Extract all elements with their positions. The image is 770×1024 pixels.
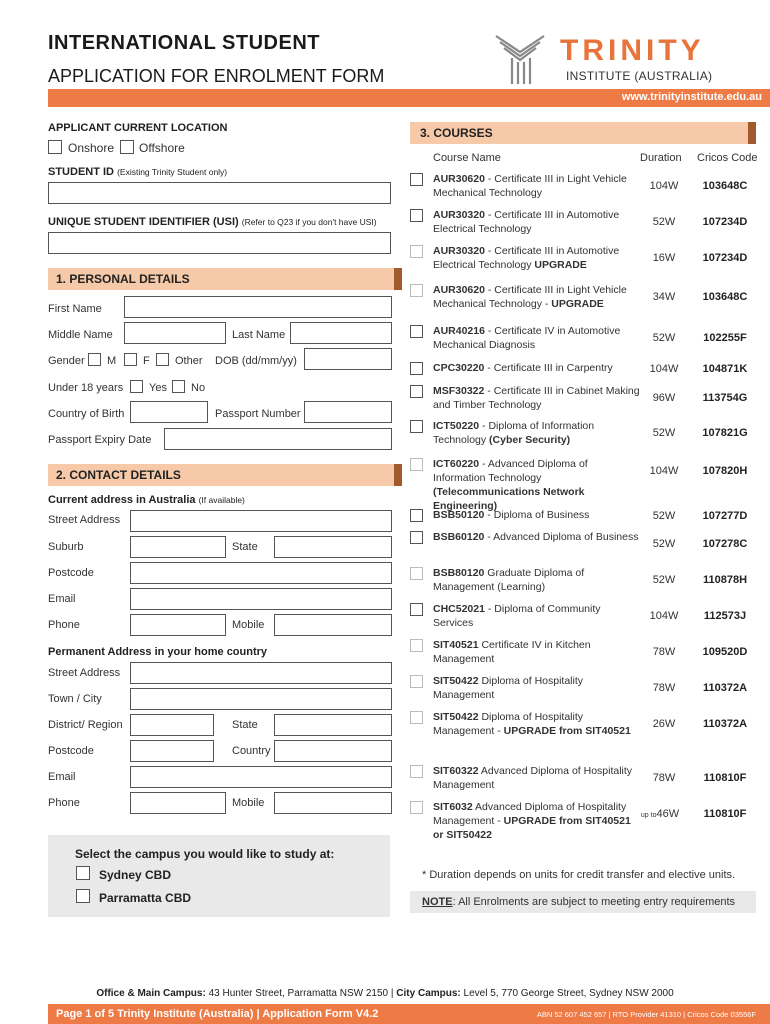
- duration-value: 52W: [652, 510, 676, 522]
- course-checkbox[interactable]: [410, 711, 423, 724]
- course-checkbox[interactable]: [410, 639, 423, 652]
- course-extra: UPGRADE: [551, 298, 604, 310]
- usi-label: UNIQUE STUDENT IDENTIFIER (USI) (Refer to Q23 if you don't have USI): [48, 216, 377, 228]
- current-postcode-input[interactable]: [130, 562, 392, 584]
- course-cricos-code: 102255F: [703, 332, 747, 344]
- course-title: [433, 324, 643, 352]
- course-checkbox[interactable]: [410, 420, 423, 433]
- course-cricos-code: 113754G: [702, 392, 748, 404]
- current-state-label: State: [232, 541, 258, 553]
- course-code: SIT50422: [433, 675, 479, 687]
- course-row: [410, 764, 760, 796]
- course-row: [410, 800, 760, 846]
- brand-subtitle: INSTITUTE (AUSTRALIA): [566, 69, 713, 83]
- duration-value: 34W: [652, 291, 676, 303]
- course-checkbox[interactable]: [410, 603, 423, 616]
- course-title: [433, 508, 643, 522]
- offshore-checkbox[interactable]: [120, 140, 134, 154]
- course-name: Certificate III in Automotive Electrical Technology: [433, 209, 620, 235]
- course-row: [410, 208, 760, 240]
- personal-details-header: 1. PERSONAL DETAILS: [48, 268, 402, 290]
- course-cricos-code: 107278C: [702, 538, 748, 550]
- course-separator: -: [484, 284, 495, 296]
- course-cricos-code: 107277D: [702, 510, 748, 522]
- current-postcode-label: Postcode: [48, 567, 94, 579]
- course-title: [433, 419, 643, 447]
- course-row: [410, 566, 760, 598]
- course-separator: -: [484, 173, 495, 185]
- course-name: Graduate Diploma of Management (Learning): [433, 567, 585, 593]
- course-name: Certificate III in Light Vehicle Mechanical Technology -: [433, 284, 627, 310]
- onshore-checkbox[interactable]: [48, 140, 62, 154]
- course-name: Certificate IV in Automotive Mechanical Diagnosis: [433, 325, 621, 351]
- sydney-cbd-label: Sydney CBD: [99, 868, 172, 882]
- current-email-label: Email: [48, 593, 76, 605]
- cricos-column: Cricos Code: [697, 152, 758, 164]
- under18-label: Under 18 years: [48, 382, 124, 394]
- course-row: [410, 324, 760, 356]
- first-name-label: First Name: [48, 303, 102, 315]
- course-extra: UPGRADE from SIT40521: [503, 725, 631, 737]
- course-duration: [646, 646, 682, 658]
- course-title: [433, 674, 643, 702]
- course-code: CPC30220: [433, 362, 485, 374]
- gender-m-checkbox[interactable]: [88, 353, 101, 366]
- course-title: [433, 800, 643, 842]
- course-title: [433, 530, 643, 544]
- suburb-input[interactable]: [130, 536, 226, 558]
- duration-value: 52W: [652, 427, 676, 439]
- course-duration: [646, 252, 682, 264]
- perm-postcode-input[interactable]: [130, 740, 214, 762]
- duration-value: 46W: [656, 808, 680, 820]
- course-title: [433, 172, 643, 200]
- course-cricos-code: 109520D: [702, 646, 748, 658]
- usi-input[interactable]: [48, 232, 391, 254]
- under18-no-label: No: [191, 382, 206, 394]
- duration-value: 16W: [652, 252, 676, 264]
- course-separator: -: [484, 245, 495, 257]
- footer-address: Office & Main Campus: 43 Hunter Street, Parramatta NSW 2150 | City Campus: Level 5, 770 George Street, Sydney NSW 2000: [96, 988, 674, 999]
- course-row: [410, 384, 760, 416]
- gender-label: Gender: [48, 355, 85, 367]
- course-cricos-code: 110372A: [702, 718, 748, 730]
- course-name: Diploma of Business: [493, 509, 590, 521]
- duration-value: 52W: [652, 574, 676, 586]
- perm-street-label: Street Address: [48, 667, 121, 679]
- course-separator: -: [484, 385, 494, 397]
- form-subtitle: APPLICATION FOR ENROLMENT FORM: [48, 66, 385, 86]
- duration-value: 26W: [652, 718, 676, 730]
- course-title: [433, 710, 643, 738]
- course-checkbox[interactable]: [410, 325, 423, 338]
- course-title: [433, 457, 643, 513]
- current-phone-label: Phone: [48, 619, 80, 631]
- last-name-label: Last Name: [232, 329, 286, 341]
- course-row: [410, 674, 760, 706]
- course-code: CHC52021: [433, 603, 485, 615]
- location-heading: APPLICANT CURRENT LOCATION: [48, 122, 228, 134]
- duration-value: 104W: [649, 180, 679, 192]
- country-input[interactable]: [274, 740, 392, 762]
- courses-header: 3. COURSES: [410, 122, 756, 144]
- duration-value: 96W: [652, 392, 676, 404]
- course-name: Advanced Diploma of Hospitality Management: [433, 765, 633, 791]
- course-extra: UPGRADE: [534, 259, 587, 271]
- perm-street-input[interactable]: [130, 662, 392, 684]
- gender-other-label: Other: [175, 355, 203, 367]
- course-code: AUR30620: [433, 284, 485, 296]
- parramatta-cbd-checkbox[interactable]: [76, 889, 90, 903]
- course-duration: [646, 538, 682, 550]
- course-duration: [632, 808, 688, 820]
- course-extra: (Telecommunications Network Engineering): [433, 486, 585, 512]
- course-code: BSB60120: [433, 531, 485, 543]
- course-row: [410, 710, 760, 756]
- middle-name-input[interactable]: [124, 322, 226, 344]
- duration-value: 52W: [652, 538, 676, 550]
- course-checkbox[interactable]: [410, 675, 423, 688]
- course-duration: [646, 180, 682, 192]
- passport-number-label: Passport Number: [215, 408, 301, 420]
- course-checkbox[interactable]: [410, 531, 423, 544]
- town-input[interactable]: [130, 688, 392, 710]
- abn-info: ABN 52 607 452 657 | RTO Provider 41310 | Cricos Code 03556F: [536, 1010, 756, 1019]
- contact-details-header: 2. CONTACT DETAILS: [48, 464, 402, 486]
- course-name-column: Course Name: [433, 152, 501, 164]
- duration-value: 78W: [652, 682, 676, 694]
- course-extra: (Cyber Security): [489, 434, 571, 446]
- course-checkbox[interactable]: [410, 765, 423, 778]
- course-separator: -: [484, 509, 494, 521]
- course-cricos-code: 112573J: [703, 610, 747, 622]
- district-input[interactable]: [130, 714, 214, 736]
- course-duration: [646, 610, 682, 622]
- course-cricos-code: 103648C: [702, 291, 748, 303]
- course-row: [410, 457, 760, 512]
- duration-value: 52W: [652, 216, 676, 228]
- course-duration: [646, 216, 682, 228]
- country-birth-label: Country of Birth: [48, 408, 125, 420]
- course-duration: [646, 510, 682, 522]
- duration-value: 104W: [649, 363, 679, 375]
- course-code: SIT50422: [433, 711, 479, 723]
- footer-bar: [48, 1004, 770, 1024]
- course-title: [433, 764, 643, 792]
- permanent-address-heading: Permanent Address in your home country: [48, 646, 268, 658]
- district-label: District/ Region: [48, 719, 123, 731]
- course-cricos-code: 107234D: [702, 252, 748, 264]
- course-code: AUR30620: [433, 173, 485, 185]
- course-duration: [646, 427, 682, 439]
- header-bar: [48, 89, 770, 107]
- course-code: ICT60220: [433, 458, 480, 470]
- course-code: ICT50220: [433, 420, 480, 432]
- perm-phone-input[interactable]: [130, 792, 226, 814]
- current-phone-input[interactable]: [130, 614, 226, 636]
- course-duration: [646, 363, 682, 375]
- course-separator: -: [479, 458, 488, 470]
- course-separator: -: [484, 209, 495, 221]
- course-extra: UPGRADE from SIT40521 or SIT50422: [433, 815, 631, 841]
- last-name-input[interactable]: [290, 322, 392, 344]
- course-checkbox[interactable]: [410, 173, 423, 186]
- course-cricos-code: 110372A: [702, 682, 748, 694]
- course-row: [410, 602, 760, 634]
- course-cricos-code: 110810F: [703, 772, 747, 784]
- course-row: [410, 283, 760, 315]
- country-label: Country: [232, 745, 271, 757]
- course-checkbox[interactable]: [410, 509, 423, 522]
- course-name: Advanced Diploma of Hospitality Management -: [433, 801, 627, 827]
- course-title: [433, 208, 643, 236]
- gender-f-label: F: [143, 355, 150, 367]
- course-separator: -: [484, 603, 495, 615]
- course-row: [410, 508, 760, 530]
- course-name: Certificate III in Cabinet Making and Timber Technology: [433, 385, 640, 411]
- course-checkbox[interactable]: [410, 567, 423, 580]
- current-address-heading: Current address in Australia (If available): [48, 494, 245, 506]
- dob-input[interactable]: [304, 348, 392, 370]
- website-link[interactable]: www.trinityinstitute.edu.au: [621, 91, 762, 103]
- course-duration: [646, 772, 682, 784]
- passport-number-input[interactable]: [304, 401, 392, 423]
- course-cricos-code: 104871K: [702, 363, 748, 375]
- course-duration: [646, 291, 682, 303]
- course-duration: [646, 718, 682, 730]
- course-row: [410, 361, 760, 383]
- sydney-cbd-checkbox[interactable]: [76, 866, 90, 880]
- under18-no-checkbox[interactable]: [172, 380, 185, 393]
- course-title: [433, 602, 643, 630]
- perm-phone-label: Phone: [48, 797, 80, 809]
- course-code: AUR30320: [433, 245, 485, 257]
- course-name: Certificate III in Carpentry: [493, 362, 613, 374]
- course-cricos-code: 107820H: [702, 465, 748, 477]
- duration-value: 52W: [652, 332, 676, 344]
- perm-mobile-input[interactable]: [274, 792, 392, 814]
- entry-requirements-note: NOTE: All Enrolments are subject to meeting entry requirements: [410, 891, 756, 913]
- current-mobile-input[interactable]: [274, 614, 392, 636]
- duration-value: 104W: [649, 465, 679, 477]
- course-code: BSB80120: [433, 567, 485, 579]
- course-row: [410, 638, 760, 670]
- course-title: [433, 638, 643, 666]
- course-name: Certificate III in Light Vehicle Mechanical Technology: [433, 173, 627, 199]
- perm-email-input[interactable]: [130, 766, 392, 788]
- under18-yes-checkbox[interactable]: [130, 380, 143, 393]
- form-title: INTERNATIONAL STUDENT: [48, 32, 320, 54]
- course-code: MSF30322: [433, 385, 485, 397]
- brand-name: TRINITY: [560, 34, 705, 67]
- town-label: Town / City: [48, 693, 102, 705]
- dob-label: DOB (dd/mm/yy): [215, 355, 297, 367]
- duration-prefix: up to: [640, 812, 657, 819]
- course-name: Certificate III in Automotive Electrical Technology: [433, 245, 620, 271]
- suburb-label: Suburb: [48, 541, 84, 553]
- page-info: Page 1 of 5 Trinity Institute (Australia) | Application Form V4.2: [56, 1008, 379, 1020]
- course-duration: [646, 682, 682, 694]
- course-name: Certificate IV in Kitchen Management: [433, 639, 591, 665]
- duration-note: * Duration depends on units for credit transfer and elective units.: [422, 869, 736, 881]
- perm-state-input[interactable]: [274, 714, 392, 736]
- course-checkbox[interactable]: [410, 458, 423, 471]
- course-cricos-code: 110878H: [702, 574, 748, 586]
- course-name: Advanced Diploma of Business: [493, 531, 639, 543]
- course-separator: -: [484, 362, 494, 374]
- student-id-input[interactable]: [48, 182, 391, 204]
- course-title: [433, 244, 643, 272]
- course-cricos-code: 110810F: [703, 808, 747, 820]
- course-name: Diploma of Hospitality Management -: [433, 711, 584, 737]
- course-checkbox[interactable]: [410, 801, 423, 814]
- gender-other-checkbox[interactable]: [156, 353, 169, 366]
- middle-name-label: Middle Name: [48, 329, 113, 341]
- current-email-input[interactable]: [130, 588, 392, 610]
- course-checkbox[interactable]: [410, 385, 423, 398]
- course-row: [410, 419, 760, 451]
- current-street-input[interactable]: [130, 510, 392, 532]
- campus-selection-panel: [48, 835, 390, 917]
- course-code: SIT60322: [433, 765, 479, 777]
- campus-heading: Select the campus you would like to study at:: [75, 847, 335, 861]
- course-separator: -: [484, 325, 495, 337]
- course-row: [410, 244, 760, 276]
- course-checkbox[interactable]: [410, 245, 423, 258]
- current-mobile-label: Mobile: [232, 619, 265, 631]
- duration-value: 104W: [649, 610, 679, 622]
- course-duration: [646, 332, 682, 344]
- onshore-label: Onshore: [68, 141, 115, 155]
- course-code: AUR30320: [433, 209, 485, 221]
- course-title: [433, 384, 643, 412]
- course-code: SIT6032: [433, 801, 473, 813]
- country-birth-input[interactable]: [130, 401, 208, 423]
- course-checkbox[interactable]: [410, 362, 423, 375]
- course-checkbox[interactable]: [410, 284, 423, 297]
- course-duration: [646, 465, 682, 477]
- perm-state-label: State: [232, 719, 258, 731]
- course-duration: [646, 392, 682, 404]
- offshore-label: Offshore: [139, 141, 185, 155]
- course-code: SIT40521: [433, 639, 479, 651]
- course-checkbox[interactable]: [410, 209, 423, 222]
- gender-m-label: M: [107, 355, 117, 367]
- course-name: Diploma of Information Technology: [433, 420, 595, 446]
- current-state-input[interactable]: [274, 536, 392, 558]
- course-cricos-code: 107821G: [702, 427, 748, 439]
- perm-mobile-label: Mobile: [232, 797, 265, 809]
- perm-email-label: Email: [48, 771, 76, 783]
- current-street-label: Street Address: [48, 514, 121, 526]
- passport-expiry-input[interactable]: [164, 428, 392, 450]
- course-name: Diploma of Hospitality Management: [433, 675, 584, 701]
- student-id-label: STUDENT ID (Existing Trinity Student only): [48, 166, 228, 178]
- course-cricos-code: 103648C: [702, 180, 748, 192]
- course-name: Diploma of Community Services: [433, 603, 601, 629]
- course-separator: -: [484, 531, 494, 543]
- course-title: [433, 361, 643, 375]
- duration-column: Duration: [640, 152, 682, 164]
- under18-yes-label: Yes: [149, 382, 167, 394]
- duration-value: 78W: [652, 646, 676, 658]
- perm-postcode-label: Postcode: [48, 745, 94, 757]
- parramatta-cbd-label: Parramatta CBD: [99, 891, 192, 905]
- course-title: [433, 566, 643, 594]
- course-cricos-code: 107234D: [702, 216, 748, 228]
- course-row: [410, 172, 760, 204]
- course-separator: -: [479, 420, 489, 432]
- course-name: Advanced Diploma of Information Technology: [433, 458, 588, 484]
- first-name-input[interactable]: [124, 296, 392, 318]
- duration-value: 78W: [652, 772, 676, 784]
- course-duration: [646, 574, 682, 586]
- course-code: BSB50120: [433, 509, 485, 521]
- trinity-logo-icon: [494, 32, 550, 86]
- gender-f-checkbox[interactable]: [124, 353, 137, 366]
- course-title: [433, 283, 643, 311]
- course-code: AUR40216: [433, 325, 485, 337]
- passport-expiry-label: Passport Expiry Date: [48, 434, 152, 446]
- course-row: [410, 530, 760, 562]
